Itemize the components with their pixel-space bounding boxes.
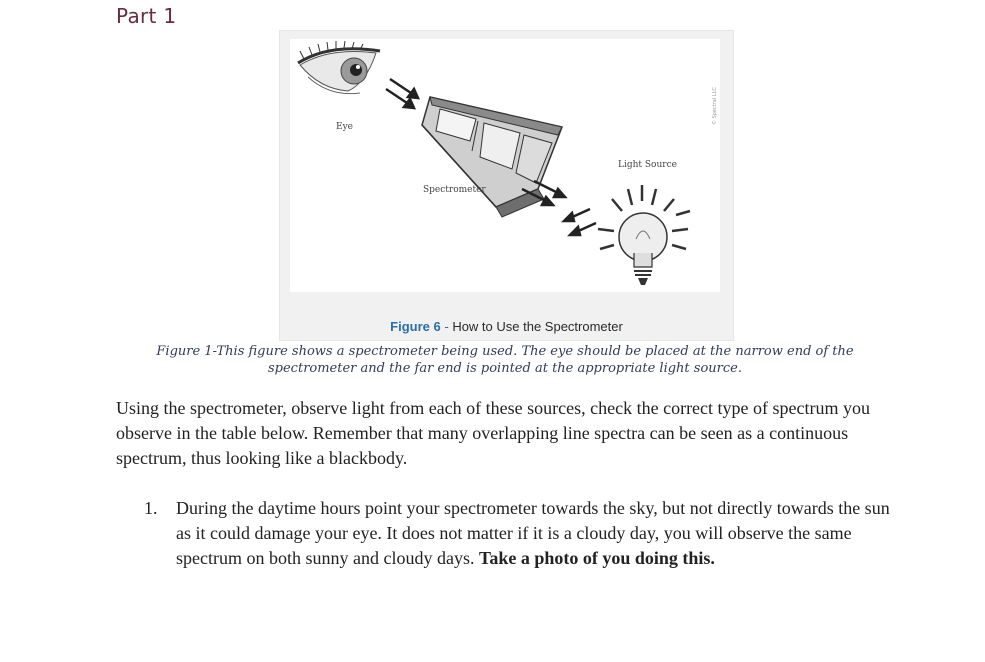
instructions-paragraph: Using the spectrometer, observe light from each of these sources, check the correct type of spectrum you observe in the table below. Remember that many overlapping line spectra can be seen as a continuous spectrum, thus looking like a blackbody.: [116, 398, 871, 468]
figure-6: [279, 30, 734, 341]
part-heading: Part 1: [116, 4, 177, 28]
arrow-icon: [386, 79, 418, 108]
light-bulb-icon: [598, 185, 690, 285]
list-item-text: [176, 496, 896, 571]
figure-caption-text: How to Use the Spectrometer: [452, 319, 623, 334]
figure-number: Figure 6: [390, 319, 441, 334]
list-item-emphasis: Take a photo of you doing this.: [478, 548, 715, 568]
spectrometer-label: Spectrometer: [423, 185, 486, 195]
caption-dash: -: [444, 319, 449, 334]
eye-icon: [298, 41, 380, 94]
list-item-body: During the daytime hours point your spectrometer towards the sky, but not directly towards the sun as it could damage your eye. It does not matter if it is a cloudy day, you will observe the same spectrum on both sunny and cloudy days.: [176, 498, 890, 568]
figure-description: Figure 1-This figure shows a spectrometer being used. The eye should be placed at the narrow end of the spectrometer and the far end is pointed at the appropriate light source.: [156, 344, 854, 376]
list-marker: 1.: [144, 498, 158, 518]
light-source-label: Light Source: [618, 160, 677, 170]
spectrometer-diagram: [290, 39, 720, 292]
watermark: © Spectral LLC: [712, 87, 718, 125]
spectrometer-illustration: [290, 39, 720, 292]
eye-label: Eye: [336, 122, 353, 132]
figure-caption: [280, 319, 733, 334]
